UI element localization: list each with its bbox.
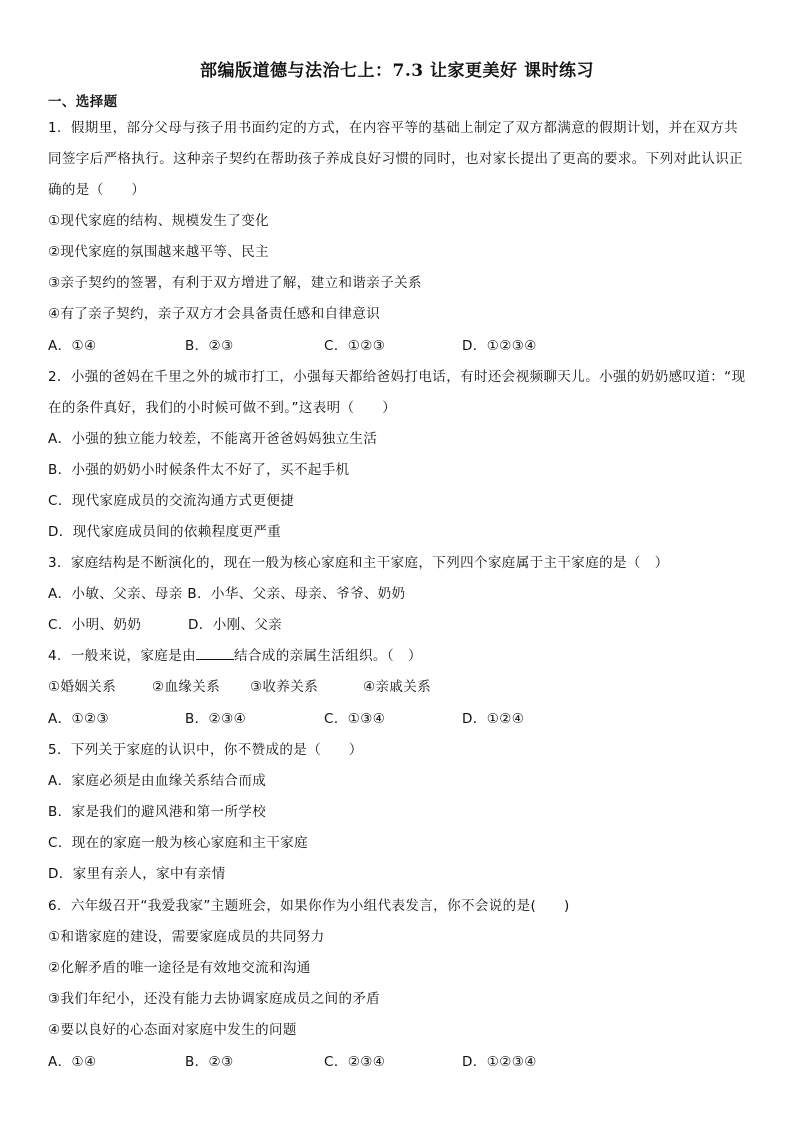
q4-item-1: ①婚姻关系 [48,679,117,695]
q1-statement-1: ①现代家庭的结构、规模发生了变化 [48,213,270,229]
q3-option-c[interactable]: C．小明、奶奶 [48,617,142,633]
q5-option-a[interactable]: A．家庭必须是由血缘关系结合而成 [48,773,267,789]
q1-options-row [48,336,748,356]
q4-items-row [48,677,548,697]
q3-stem-line-1: 3．家庭结构是不断演化的，现在一般为核心家庭和主干家庭，下列四个家庭属于主干家庭的是（ ） [48,555,669,571]
q5-option-b[interactable]: B．家是我们的避风港和第一所学校 [48,804,267,820]
section-heading: 一、选择题 [48,94,118,110]
q5-stem-line-1: 5．下列关于家庭的认识中，你不赞成的是（ ） [48,742,363,758]
q5-option-d[interactable]: D．家里有亲人，家中有亲情 [48,866,226,882]
q4-options-row [48,709,748,729]
q3-options-row [48,615,448,635]
q4-item-2: ②血缘关系 [152,679,221,695]
q2-stem-line-2: 在的条件真好，我们的小时候可做不到。”这表明（ ） [48,400,397,416]
q2-option-d[interactable]: D．现代家庭成员间的依赖程度更严重 [48,524,282,540]
q2-option-c[interactable]: C．现代家庭成员的交流沟通方式更便捷 [48,493,295,509]
q6-statement-3: ③我们年纪小，还没有能力去协调家庭成员之间的矛盾 [48,991,381,1007]
q6-stem-line-1: 6．六年级召开“我爱我家”主题班会，如果你作为小组代表发言，你不会说的是( ) [48,898,570,914]
q4-item-3: ③收养关系 [250,679,319,695]
q6-statement-1: ①和谐家庭的建设，需要家庭成员的共同努力 [48,929,325,945]
q4-option-a[interactable]: A．①②③ [48,711,110,727]
q2-option-a[interactable]: A．小强的独立能力较差，不能离开爸爸妈妈独立生活 [48,431,378,447]
q6-option-d[interactable]: D．①②③④ [462,1054,537,1070]
q6-option-a[interactable]: A．①④ [48,1054,97,1070]
q1-stem-line-2: 同签字后严格执行。这种亲子契约在帮助孩子养成良好习惯的同时，也对家长提出了更高的要求。下列对此认识正 [48,151,743,167]
q4-item-4: ④亲戚关系 [363,679,432,695]
q3-option-a-b[interactable]: A．小敏、父亲、母亲 B．小华、父亲、母亲、爷爷、奶奶 [48,586,406,602]
q1-option-b[interactable]: B．②③ [185,338,234,354]
q4-option-b[interactable]: B．②③④ [185,711,247,727]
q3-option-d[interactable]: D．小刚、父亲 [188,617,283,633]
q1-option-d[interactable]: D．①②③④ [462,338,537,354]
q4-option-c[interactable]: C．①③④ [324,711,386,727]
q6-statement-4: ④要以良好的心态面对家庭中发生的问题 [48,1022,297,1038]
q2-option-b[interactable]: B．小强的奶奶小时候条件太不好了，买不起手机 [48,462,350,478]
q1-stem-line-3: 确的是（ ） [48,182,146,198]
q4-option-d[interactable]: D．①②④ [462,711,525,727]
q4-answer-blank[interactable] [196,646,234,660]
q4-stem-post: 结合成的亲属生活组织。（ ） [234,648,422,664]
q5-option-c[interactable]: C．现在的家庭一般为核心家庭和主干家庭 [48,835,309,851]
q2-stem-line-1: 2．小强的爸妈在千里之外的城市打工，小强每天都给爸妈打电话，有时还会视频聊天儿。小强的奶奶感叹道：“现 [48,369,746,385]
q4-stem [48,646,422,666]
q1-statement-3: ③亲子契约的签署，有利于双方增进了解，建立和谐亲子关系 [48,275,422,291]
q4-stem-pre: 4．一般来说，家庭是由 [48,648,196,664]
q1-stem-line-1: 1．假期里，部分父母与孩子用书面约定的方式，在内容平等的基础上制定了双方都满意的假期计划，并在双方共 [48,120,739,136]
q6-option-c[interactable]: C．②③④ [324,1054,386,1070]
q6-statement-2: ②化解矛盾的唯一途径是有效地交流和沟通 [48,960,311,976]
q1-option-c[interactable]: C．①②③ [324,338,386,354]
q6-option-b[interactable]: B．②③ [185,1054,234,1070]
q1-statement-2: ②现代家庭的氛围越来越平等、民主 [48,244,270,260]
page-title: 部编版道德与法治七上：7.3 让家更美好 课时练习 [200,61,594,81]
q1-option-a[interactable]: A．①④ [48,338,97,354]
q6-options-row [48,1052,748,1072]
q1-statement-4: ④有了亲子契约，亲子双方才会具备责任感和自律意识 [48,306,381,322]
